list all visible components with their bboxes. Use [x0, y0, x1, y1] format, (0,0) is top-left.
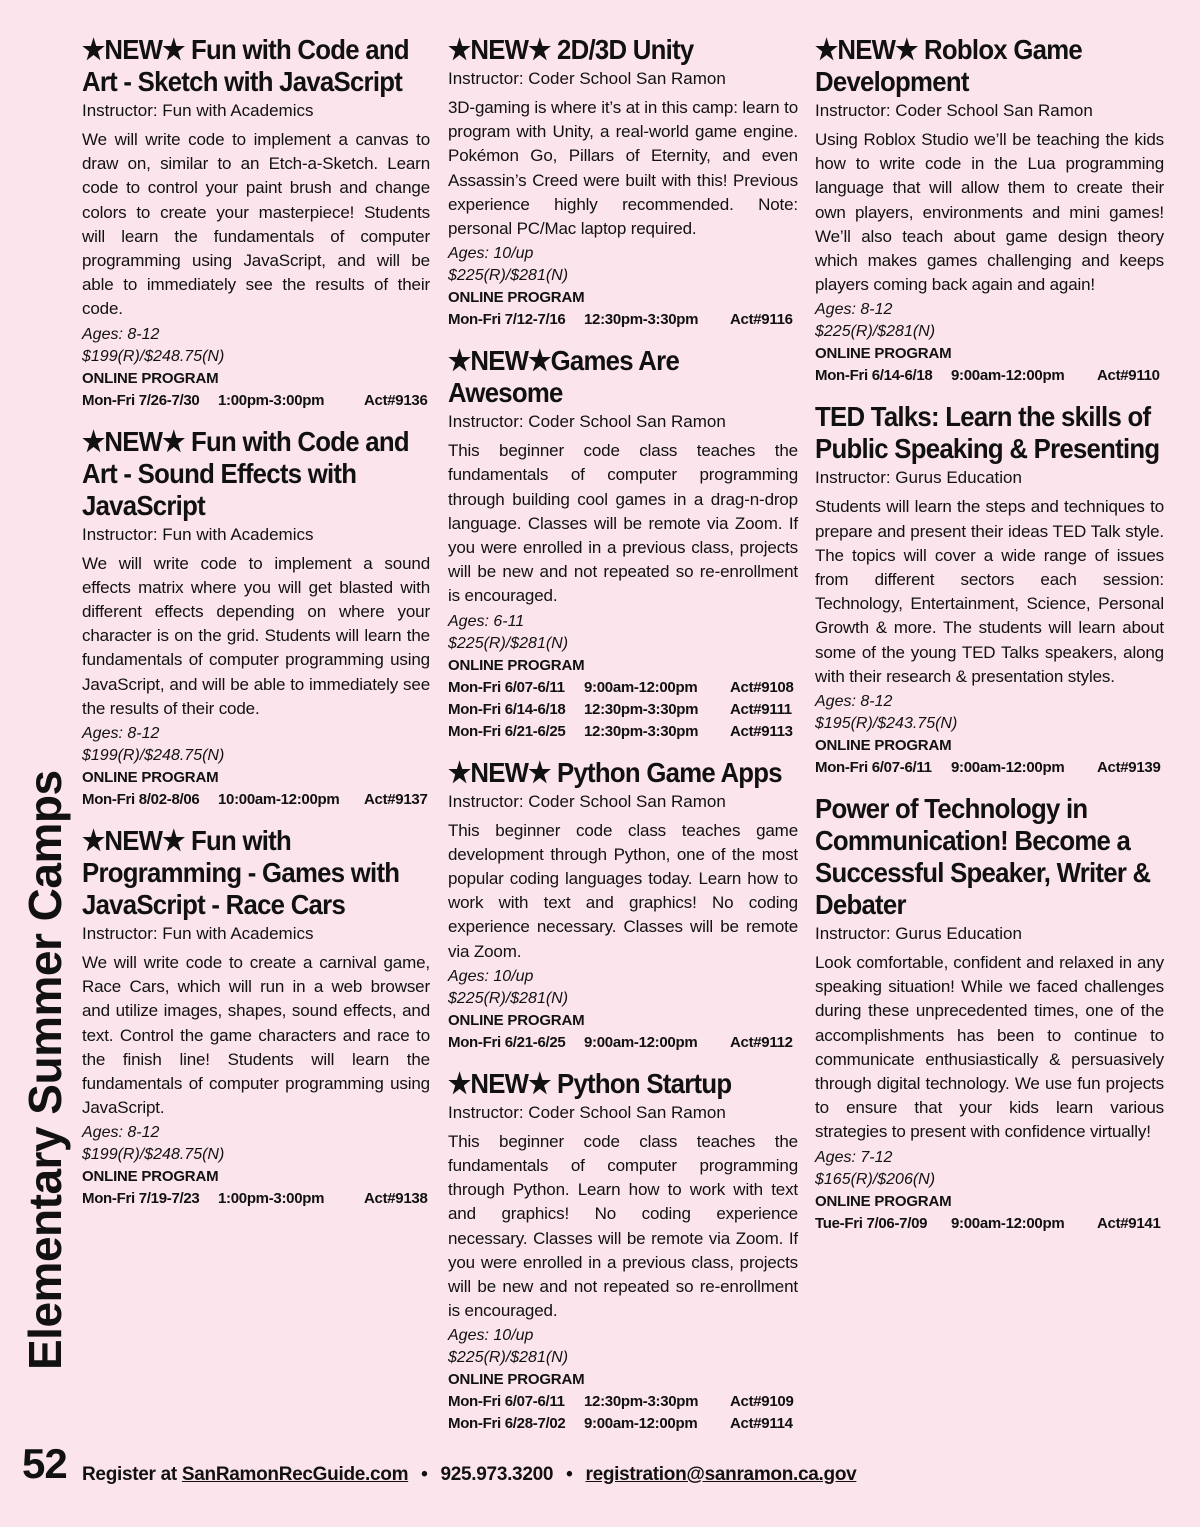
- activity-ages: Ages: 8-12: [815, 693, 893, 711]
- activity-program-type: ONLINE PROGRAM: [448, 1371, 585, 1389]
- session-row: [448, 677, 798, 699]
- activity-description: This beginner code class teaches the fundamentals of computer programming through Python. Learn how to work with text and graphics! No coding experience necessary. Classes will be remote via Zoom. If you were enrolled in a previous class, projects will be new and not repeated so re-enrollment is encouraged.: [448, 1131, 798, 1321]
- session-dates: Mon-Fri 7/26-7/30: [82, 391, 200, 409]
- session-time: 9:00am-12:00pm: [584, 1033, 698, 1051]
- activity-title: ★NEW★ Roblox Game Development: [815, 34, 1082, 97]
- session-time: 9:00am-12:00pm: [951, 367, 1065, 385]
- activity-program-type: ONLINE PROGRAM: [448, 289, 585, 307]
- session-row: [82, 789, 430, 811]
- activity-description: 3D-gaming is where it’s at in this camp: learn to program with Unity, a real-world game engine. Pokémon Go, Pillars of Eternity, and even Assassin’s Creed were built with this! Previous experience highly recommended. Note: personal PC/Mac laptop required.: [448, 98, 798, 239]
- activity-listing: [448, 345, 798, 742]
- email-link[interactable]: registration@sanramon.ca.gov: [585, 1464, 857, 1485]
- session-activity-number: Act#9116: [730, 311, 793, 329]
- activity-price: $225(R)/$281(N): [448, 634, 569, 652]
- column-1: [82, 34, 430, 1224]
- session-time: 9:00am-12:00pm: [951, 1214, 1065, 1232]
- session-activity-number: Act#9137: [364, 791, 428, 809]
- activity-ages: Ages: 8-12: [82, 725, 160, 743]
- activity-price: $225(R)/$281(N): [815, 323, 936, 341]
- activity-description: Using Roblox Studio we’ll be teaching the kids how to write code in the Lua programming language that will allow them to create their own players, environments and mini games! We’ll also teach about game design theory which makes games challenging and keeps players coming back again and again!: [815, 130, 1164, 295]
- session-activity-number: Act#9114: [730, 1415, 793, 1433]
- activity-listing: [82, 825, 430, 1210]
- session-dates: Mon-Fri 6/28-7/02: [448, 1415, 566, 1433]
- session-activity-number: Act#9141: [1097, 1214, 1161, 1232]
- activity-description: We will write code to create a carnival game, Race Cars, which will run in a web browser and utilize images, shapes, sound effects, and text. Control the game characters and race to the finish line! Students will learn the fundamentals of computer programming using JavaScript.: [82, 953, 430, 1118]
- activity-instructor: Instructor: Coder School San Ramon: [448, 791, 726, 811]
- session-row: [82, 1188, 430, 1210]
- website-link[interactable]: SanRamonRecGuide.com: [181, 1464, 409, 1485]
- session-dates: Mon-Fri 8/02-8/06: [82, 791, 200, 809]
- session-row: [815, 365, 1164, 387]
- activity-ages: Ages: 8-12: [82, 325, 160, 343]
- page-footer: [22, 1440, 1172, 1500]
- activity-price: $199(R)/$248.75(N): [82, 347, 225, 365]
- session-time: 9:00am-12:00pm: [584, 678, 698, 696]
- activity-price: $225(R)/$281(N): [448, 989, 569, 1007]
- activity-listing: [815, 793, 1164, 1235]
- activity-instructor: Instructor: Coder School San Ramon: [448, 69, 726, 88]
- activity-program-type: ONLINE PROGRAM: [82, 1168, 219, 1186]
- activity-price: $225(R)/$281(N): [448, 1349, 569, 1367]
- session-time: 9:00am-12:00pm: [951, 759, 1065, 777]
- session-time: 1:00pm-3:00pm: [218, 391, 325, 409]
- activity-listing: [815, 401, 1164, 779]
- activity-ages: Ages: 10/up: [448, 967, 534, 985]
- activity-ages: Ages: 8-12: [815, 301, 893, 319]
- page-number: 52: [22, 1440, 67, 1487]
- session-row: [815, 1213, 1164, 1235]
- session-activity-number: Act#9113: [730, 722, 793, 740]
- session-time: 10:00am-12:00pm: [218, 791, 340, 809]
- separator: •: [421, 1464, 428, 1485]
- session-row: [448, 721, 798, 743]
- session-time: 12:30pm-3:30pm: [584, 700, 699, 718]
- session-time: 12:30pm-3:30pm: [584, 722, 699, 740]
- activity-instructor: Instructor: Gurus Education: [815, 468, 1022, 488]
- activity-title: ★NEW★ 2D/3D Unity: [448, 34, 694, 65]
- session-row: [815, 757, 1164, 779]
- activity-instructor: Instructor: Coder School San Ramon: [815, 101, 1093, 120]
- activity-instructor: Instructor: Fun with Academics: [82, 101, 314, 120]
- activity-title: ★NEW★ Python Game Apps: [448, 756, 782, 788]
- activity-listing: [448, 34, 798, 331]
- activity-ages: Ages: 6-11: [448, 612, 525, 630]
- column-2: [448, 34, 798, 1449]
- session-dates: Mon-Fri 7/19-7/23: [82, 1190, 200, 1208]
- activity-instructor: Instructor: Gurus Education: [815, 924, 1022, 944]
- activity-program-type: ONLINE PROGRAM: [815, 345, 952, 363]
- activity-title: ★NEW★Games Are Awesome: [448, 345, 680, 409]
- activity-listing: [448, 757, 798, 1054]
- activity-program-type: ONLINE PROGRAM: [82, 769, 219, 787]
- session-dates: Mon-Fri 6/07-6/11: [448, 678, 565, 696]
- session-activity-number: Act#9139: [1097, 759, 1161, 777]
- activity-ages: Ages: 10/up: [448, 1327, 534, 1345]
- session-row: [82, 390, 430, 412]
- activity-title: ★NEW★ Fun with Code and Art - Sketch with JavaScript: [82, 34, 409, 97]
- activity-ages: Ages: 7-12: [815, 1148, 893, 1166]
- activity-price: $165(R)/$206(N): [815, 1170, 936, 1188]
- register-line: [82, 1464, 856, 1486]
- activity-program-type: ONLINE PROGRAM: [448, 1011, 585, 1029]
- session-row: [448, 309, 798, 331]
- session-activity-number: Act#9108: [730, 678, 794, 696]
- section-title: Elementary Summer Camps: [19, 770, 71, 1370]
- session-dates: Mon-Fri 6/21-6/25: [448, 1033, 566, 1051]
- session-dates: Mon-Fri 6/07-6/11: [815, 759, 932, 777]
- session-dates: Mon-Fri 6/14-6/18: [815, 367, 933, 385]
- activity-listing: [82, 34, 430, 412]
- activity-ages: Ages: 8-12: [82, 1124, 160, 1142]
- session-row: [448, 1391, 798, 1413]
- session-activity-number: Act#9138: [364, 1190, 428, 1208]
- activity-title: Power of Technology in Communication! Become a Successful Speaker, Writer & Debater: [815, 793, 1151, 921]
- activity-description: This beginner code class teaches the fundamentals of computer programming through building cool games in a drag-n-drop language. Classes will be remote via Zoom. If you were enrolled in a previous class, projects will be new and not repeated so re-enrollment is encouraged.: [448, 441, 798, 606]
- activity-title: ★NEW★ Fun with Programming - Games with JavaScript - Race Cars: [82, 825, 400, 921]
- separator: •: [566, 1464, 573, 1485]
- activity-program-type: ONLINE PROGRAM: [448, 656, 585, 674]
- activity-ages: Ages: 10/up: [448, 245, 534, 263]
- activity-listing: [448, 1068, 798, 1436]
- session-dates: Mon-Fri 6/21-6/25: [448, 722, 566, 740]
- session-row: [448, 1413, 798, 1435]
- session-dates: Tue-Fri 7/06-7/09: [815, 1214, 928, 1232]
- activity-program-type: ONLINE PROGRAM: [815, 1192, 952, 1210]
- activity-price: $199(R)/$248.75(N): [82, 747, 225, 765]
- activity-program-type: ONLINE PROGRAM: [815, 737, 952, 755]
- session-activity-number: Act#9136: [364, 391, 428, 409]
- activity-instructor: Instructor: Coder School San Ramon: [448, 1102, 726, 1122]
- activity-instructor: Instructor: Fun with Academics: [82, 524, 314, 544]
- activity-price: $225(R)/$281(N): [448, 267, 569, 285]
- session-time: 12:30pm-3:30pm: [584, 1393, 699, 1411]
- session-dates: Mon-Fri 6/14-6/18: [448, 700, 566, 718]
- activity-program-type: ONLINE PROGRAM: [82, 369, 219, 387]
- register-prefix: Register at: [82, 1464, 177, 1485]
- session-activity-number: Act#9112: [730, 1033, 793, 1051]
- activity-description: Students will learn the steps and techniques to prepare and present their ideas TED Talk style. The topics will cover a wide range of issues from different sectors each session: Technology, Entertainment, Science, Personal Growth & more. The students will learn about some of the young TED Talks speakers, along with their research & presentation styles.: [815, 497, 1164, 686]
- activity-price: $195(R)/$243.75(N): [815, 715, 958, 733]
- activity-listing: [815, 34, 1164, 387]
- activity-title: ★NEW★ Fun with Code and Art - Sound Effects with JavaScript: [82, 425, 409, 521]
- session-activity-number: Act#9111: [730, 700, 792, 718]
- session-time: 12:30pm-3:30pm: [584, 311, 699, 329]
- activity-listing: [82, 426, 430, 811]
- session-dates: Mon-Fri 7/12-7/16: [448, 311, 566, 329]
- session-activity-number: Act#9110: [1097, 367, 1160, 385]
- session-row: [448, 699, 798, 721]
- activity-instructor: Instructor: Coder School San Ramon: [448, 412, 726, 432]
- session-activity-number: Act#9109: [730, 1393, 794, 1411]
- column-3: [815, 34, 1164, 1249]
- activity-title: TED Talks: Learn the skills of Public Speaking & Presenting: [815, 401, 1160, 465]
- phone-number: 925.973.3200: [440, 1464, 554, 1485]
- session-time: 1:00pm-3:00pm: [218, 1190, 325, 1208]
- activity-description: We will write code to implement a sound effects matrix where you will get blasted with different effects depending on where your character is on the grid. Students will learn the fundamentals of computer programming using JavaScript, and will be able to immediately see the results of their code.: [82, 553, 430, 718]
- activity-title: ★NEW★ Python Startup: [448, 1067, 732, 1099]
- session-row: [448, 1032, 798, 1054]
- session-dates: Mon-Fri 6/07-6/11: [448, 1393, 565, 1411]
- activity-description: This beginner code class teaches game development through Python, one of the most popular coding languages today. Learn how to work with text and graphics! No coding experience necessary. Classes will be remote via Zoom.: [448, 820, 798, 961]
- activity-price: $199(R)/$248.75(N): [82, 1146, 225, 1164]
- activity-instructor: Instructor: Fun with Academics: [82, 924, 314, 944]
- activity-description: Look comfortable, confident and relaxed in any speaking situation! While we faced challenges during these unprecedented times, one of the accomplishments has been to continue to communicate enthusiastically & persuasively through digital technology. We use fun projects to ensure that your kids learn various strategies to present with confidence virtually!: [815, 953, 1164, 1142]
- activity-description: We will write code to implement a canvas to draw on, similar to an Etch-a-Sketch. Learn code to control your paint brush and change colors to create your masterpiece! Students will learn the fundamentals of computer programming using JavaScript, and will be able to immediately see the results of their code.: [82, 130, 430, 319]
- session-time: 9:00am-12:00pm: [584, 1415, 698, 1433]
